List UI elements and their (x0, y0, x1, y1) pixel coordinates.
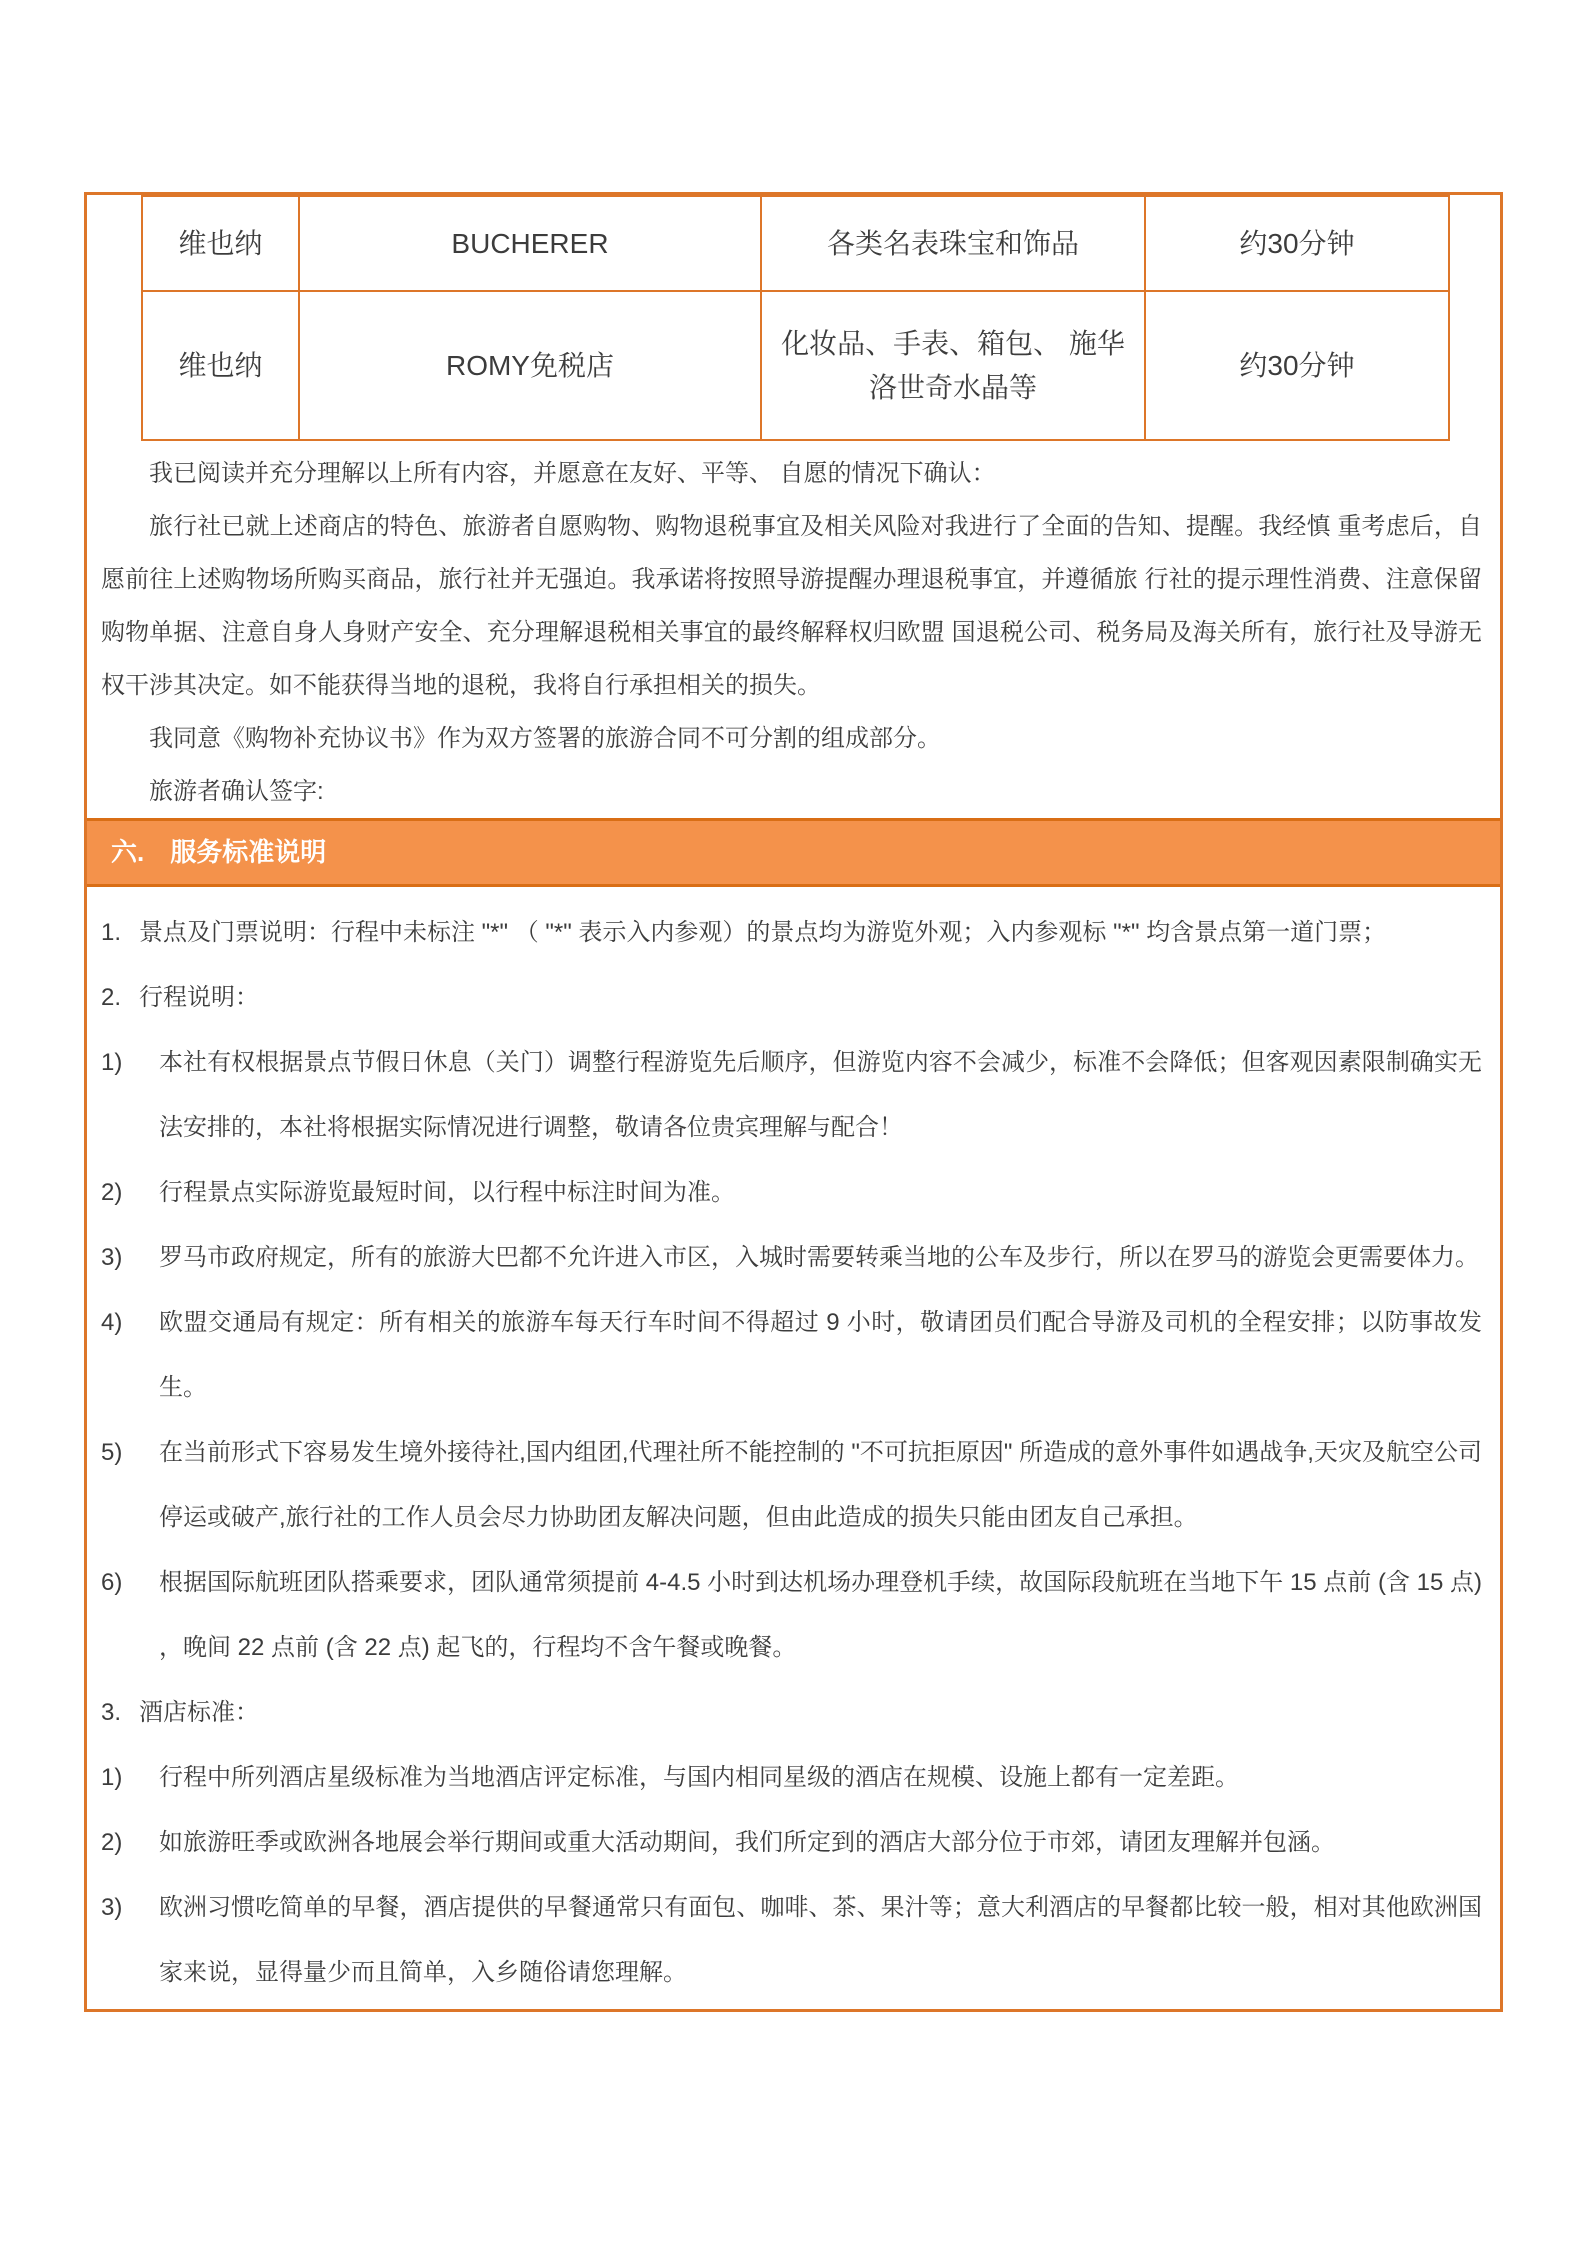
item-number: 3. (101, 1699, 122, 1726)
cell-city: 维也纳 (142, 291, 299, 440)
service-note-item (101, 1290, 1482, 1420)
item-number: 6) (101, 1569, 123, 1596)
item-text: 景点及门票说明：行程中未标注 "*" （ "*" 表示入内参观）的景点均为游览外观；入内参观标 "*" 均含景点第一道门票； (139, 919, 1387, 946)
service-note-item (101, 1030, 1482, 1160)
item-number: 2) (101, 1829, 123, 1856)
item-text: 如旅游旺季或欧洲各地展会举行期间或重大活动期间，我们所定到的酒店大部分位于市郊，请团友理解并包涵。 (159, 1829, 1335, 1856)
service-note-item (101, 1680, 1482, 1745)
cell-city: 维也纳 (142, 196, 299, 291)
service-note-item (101, 1745, 1482, 1810)
service-notes-list (87, 887, 1500, 2005)
item-text: 在当前形式下容易发生境外接待社,国内组团,代理社所不能控制的 "不可抗拒原因" 所造成的意外事件如遇战争,天灾及航空公司停运或破产,旅行社的工作人员会尽力协助团友解决问题，但由此造成的损失只能由团友自己承担。 (159, 1439, 1482, 1531)
item-number: 2) (101, 1179, 123, 1206)
service-note-item (101, 1810, 1482, 1875)
shopping-table (141, 195, 1450, 441)
item-text: 欧洲习惯吃简单的早餐，酒店提供的早餐通常只有面包、咖啡、茶、果汁等；意大利酒店的早餐都比较一般，相对其他欧洲国家来说，显得量少而且简单，入乡随俗请您理解。 (159, 1894, 1482, 1986)
item-text: 欧盟交通局有规定：所有相关的旅游车每天行车时间不得超过 9 小时，敬请团员们配合导游及司机的全程安排；以防事故发生。 (159, 1309, 1482, 1401)
section-header-banner (87, 818, 1500, 887)
cell-store: BUCHERER (299, 196, 761, 291)
document-frame (84, 192, 1503, 2012)
item-text: 行程说明： (139, 984, 259, 1011)
service-note-item (101, 1420, 1482, 1550)
confirmation-body: 旅行社已就上述商店的特色、旅游者自愿购物、购物退税事宜及相关风险对我进行了全面的告知、提醒。我经慎 重考虑后，自愿前往上述购物场所购买商品，旅行社并无强迫。我承诺将按照导游提醒办理退税事宜，并遵循旅 行社的提示理性消费、注意保留购物单据、注意自身人身财产安全、充分理解退税相关事宜的最终解释权归欧盟 国退税公司、税务局及海关所有，旅行社及导游无权干涉其决定。如不能获得当地的退税，我将自行承担相关的损失。 (101, 513, 1482, 699)
confirmation-intro: 我已阅读并充分理解以上所有内容，并愿意在友好、平等、 自愿的情况下确认： (149, 460, 996, 487)
item-number: 1) (101, 1049, 123, 1076)
table-row (142, 291, 1449, 440)
table-row (142, 196, 1449, 291)
item-text: 罗马市政府规定，所有的旅游大巴都不允许进入市区，入城时需要转乘当地的公车及步行，所以在罗马的游览会更需要体力。 (159, 1244, 1479, 1271)
item-number: 3) (101, 1244, 123, 1271)
item-number: 4) (101, 1309, 123, 1336)
item-number: 1. (101, 919, 122, 946)
item-number: 1) (101, 1764, 123, 1791)
service-note-item (101, 1875, 1482, 2005)
item-text: 根据国际航班团队搭乘要求，团队通常须提前 4-4.5 小时到达机场办理登机手续，故国际段航班在当地下午 15 点前 (含 15 点) ，晚间 22 点前 (含 22 点) 起飞的，行程均不含午餐或晚餐。 (159, 1569, 1482, 1661)
item-text: 行程景点实际游览最短时间，以行程中标注时间为准。 (159, 1179, 735, 1206)
item-number: 5) (101, 1439, 123, 1466)
item-number: 2. (101, 984, 122, 1011)
item-text: 酒店标准： (139, 1699, 259, 1726)
service-note-item (101, 1225, 1482, 1290)
item-text: 行程中所列酒店星级标准为当地酒店评定标准，与国内相同星级的酒店在规模、设施上都有一定差距。 (159, 1764, 1239, 1791)
confirmation-section (87, 441, 1500, 818)
service-note-item (101, 1550, 1482, 1680)
item-number: 3) (101, 1894, 123, 1921)
signature-label: 旅游者确认签字: (149, 778, 324, 805)
service-note-item (101, 900, 1482, 965)
cell-duration: 约30分钟 (1145, 196, 1449, 291)
service-note-item (101, 965, 1482, 1030)
service-note-item (101, 1160, 1482, 1225)
confirmation-agreement: 我同意《购物补充协议书》作为双方签署的旅游合同不可分割的组成部分。 (149, 725, 941, 752)
cell-products: 各类名表珠宝和饰品 (761, 196, 1145, 291)
cell-products: 化妆品、手表、箱包、 施华洛世奇水晶等 (761, 291, 1145, 440)
cell-duration: 约30分钟 (1145, 291, 1449, 440)
item-text: 本社有权根据景点节假日休息（关门）调整行程游览先后顺序，但游览内容不会减少，标准不会降低；但客观因素限制确实无法安排的，本社将根据实际情况进行调整，敬请各位贵宾理解与配合！ (159, 1049, 1482, 1141)
cell-store: ROMY免税店 (299, 291, 761, 440)
section-header-title: 六. 服务标准说明 (111, 837, 327, 867)
